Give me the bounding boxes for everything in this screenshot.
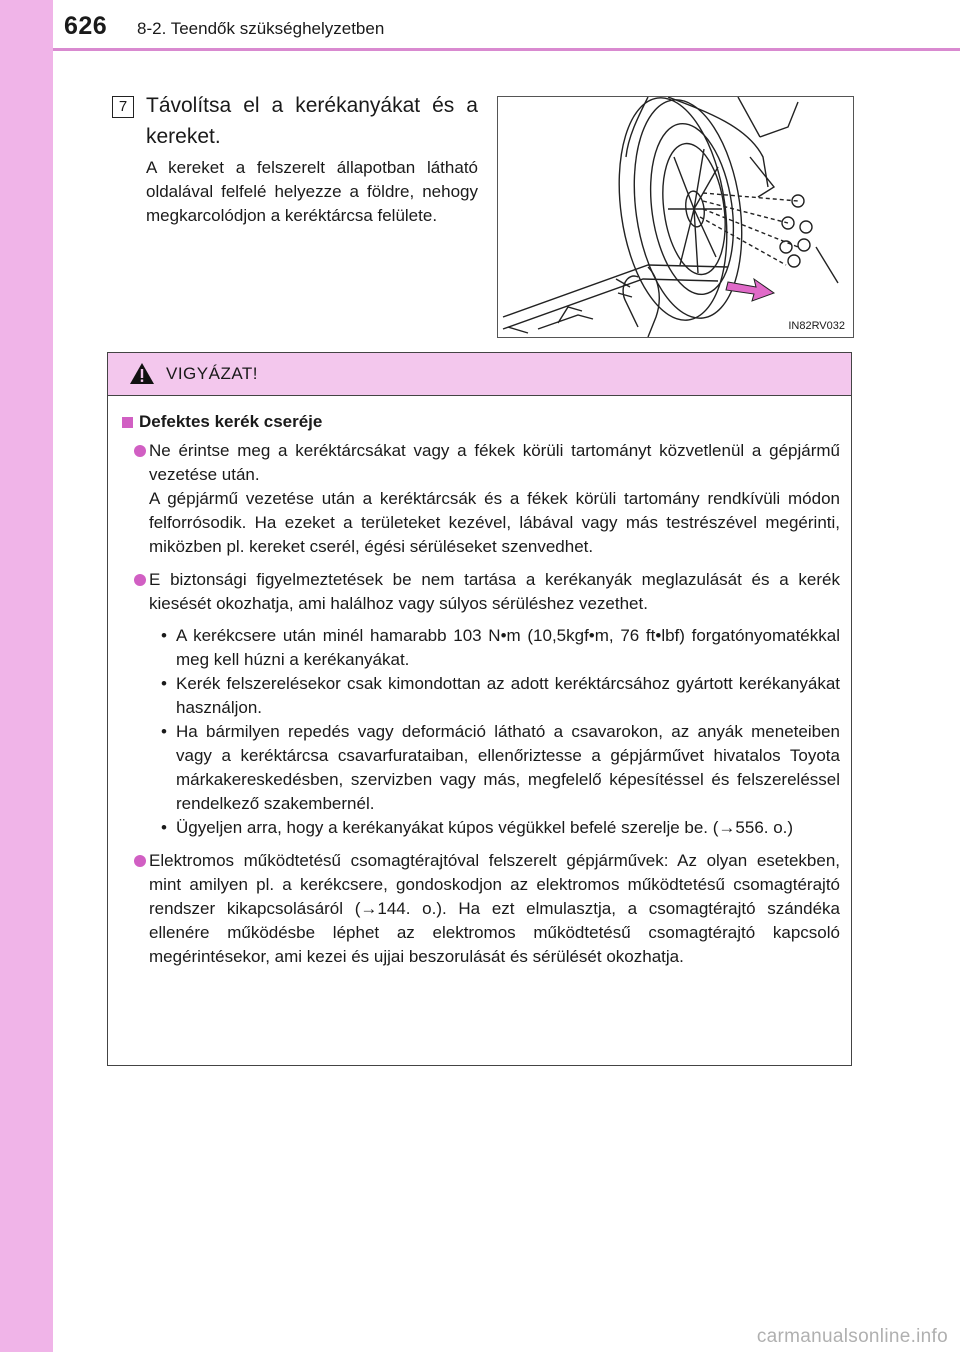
header-rule	[53, 48, 960, 51]
caution-subitem: • Ügyeljen arra, hogy a kerékanyákat kúpos végükkel befelé szerelje be. (→556. o.)	[149, 816, 840, 840]
round-bullet-icon	[134, 445, 146, 457]
side-color-band	[0, 0, 53, 1352]
page-number: 626	[64, 12, 108, 40]
caution-heading	[122, 412, 840, 432]
dot-bullet-icon: •	[161, 722, 167, 741]
caution-body	[108, 396, 851, 969]
step-description: A kereket a felszerelt állapotban látható oldalával felfelé helyezze a földre, nehogy megkarcolódjon a keréktárcsa felülete.	[146, 158, 478, 225]
caution-label: VIGYÁZAT!	[166, 364, 259, 383]
step-number: 7	[112, 96, 134, 118]
warning-triangle-icon	[129, 362, 155, 385]
figure-code: IN82RV032	[788, 320, 845, 332]
caution-paragraph: Ne érintse meg a keréktárcsákat vagy a fékek körüli tartományt közvetlenül a gépjármű vezetése után.	[149, 441, 840, 484]
caution-heading-text: Defektes kerék cseréje	[139, 412, 323, 431]
caution-paragraph: Elektromos működtetésű csomagtérajtóval felszerelt gépjárművek: Az olyan esetekben, mint amilyen pl. a kerékcsere, gondoskodjon az elektromos működtetésű csomagtérajtó rendszer kikapcsolásáról (→144. o.). Ha ezt elmulasztja, a csomagtérajtó szándéka ellenére működésbe léphet az elektromos működtetésű csomagtérajtó kapcsoló megérintésekor, ami kezei és ujjai beszorulását és sérülését okozhatja.	[149, 851, 840, 966]
section-title: 8-2. Teendők szükséghelyzetben	[137, 19, 385, 38]
round-bullet-icon	[134, 855, 146, 867]
caution-subitems	[149, 624, 840, 840]
caution-item	[122, 568, 840, 840]
dot-bullet-icon: •	[161, 674, 167, 693]
watermark: carmanualsonline.info	[756, 1326, 948, 1347]
caution-item	[122, 439, 840, 559]
square-bullet-icon	[122, 417, 133, 428]
dot-bullet-icon: •	[161, 626, 167, 645]
caution-paragraph: A gépjármű vezetése után a keréktárcsák és a fékek körüli tartomány rendkívüli módon felforrósodik. Ha ezeket a területeket kezével, lábával vagy más testrészével megérinti, miközben pl. kereket cserél, égési sérüléseket szenvedhet.	[149, 489, 840, 556]
caution-paragraph: E biztonsági figyelmeztetések be nem tartása a kerékanyák meglazulását és a kerék kiesését okozhatja, ami halálhoz vagy súlyos sérüléshez vezethet.	[149, 570, 840, 613]
caution-subitem: • A kerékcsere után minél hamarabb 103 N•m (10,5kgf•m, 76 ft•lbf) forgatónyomatékkal meg kell húzni a kerékanyákat.	[161, 626, 840, 669]
wheel-removal-illustration-icon	[498, 97, 853, 337]
caution-box	[107, 352, 852, 1066]
dot-bullet-icon: •	[161, 818, 167, 837]
caution-item	[122, 849, 840, 969]
round-bullet-icon	[134, 574, 146, 586]
caution-subitem: • Ha bármilyen repedés vagy deformáció látható a csavarokon, az anyák meneteiben vagy a keréktárcsa csavarfurataiban, ellenőriztesse a gépjárművet hivatalos Toyota márkakereskedésben, szervizben vagy más, megfelelő képesítéssel és felszereléssel rendelkező szakembernél.	[161, 722, 840, 813]
wheel-removal-figure	[497, 96, 854, 338]
step-title: Távolítsa el a kerékanyákat és a kereket.	[146, 94, 478, 148]
caution-header	[108, 353, 851, 396]
caution-subitem: • Kerék felszerelésekor csak kimondottan az adott keréktárcsához gyártott kerékanyákat használjon.	[161, 674, 840, 717]
